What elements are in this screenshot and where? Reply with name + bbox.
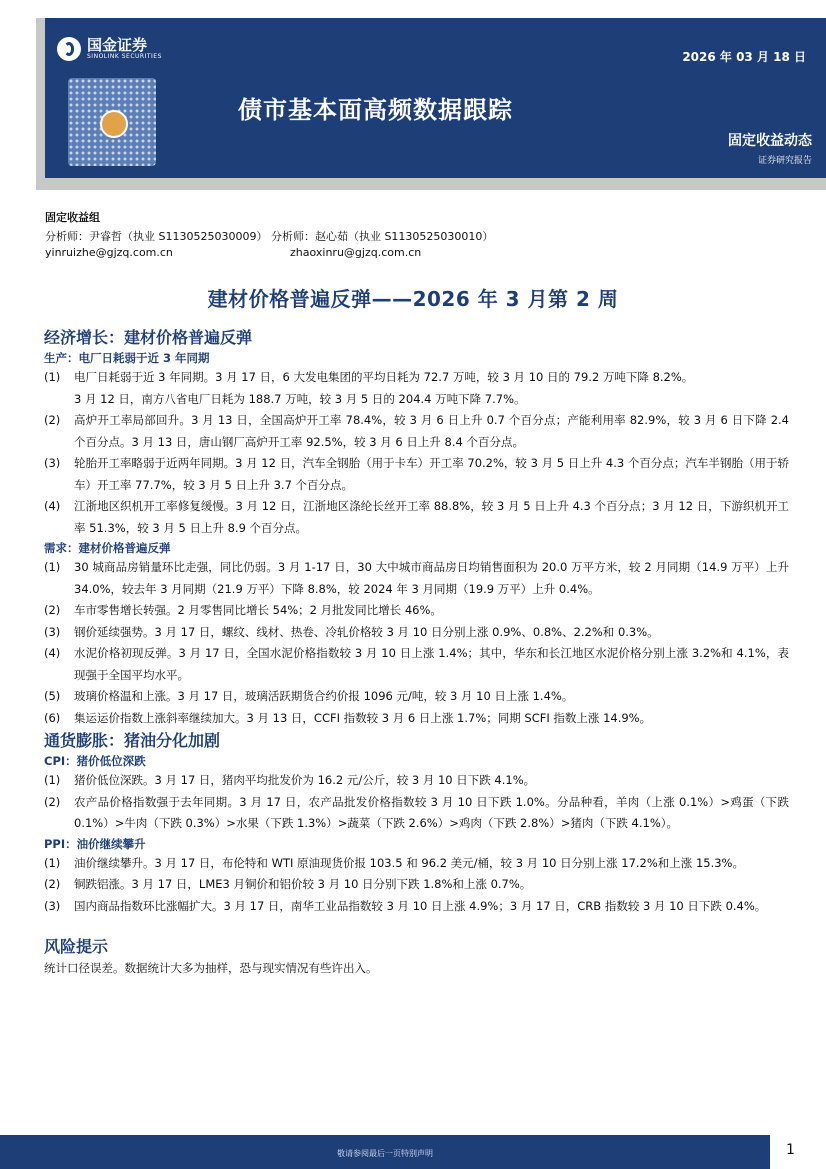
qr-code-icon	[68, 78, 156, 166]
subsection-title-production: 生产：电厂日耗弱于近 3 年同期	[44, 351, 210, 365]
list-item	[44, 874, 789, 896]
report-type: 固定收益动态	[728, 133, 812, 149]
section-title-growth: 经济增长：建材价格普遍反弹	[44, 328, 253, 347]
list-item-number: (1)	[44, 370, 61, 384]
list-item-text: 车市零售增长转强。2 月零售同比增长 54%；2 月批发同比增长 46%。	[74, 603, 442, 617]
list-item-text: 高炉开工率局部回升。3 月 13 日，全国高炉开工率 78.4%，较 3 月 6 日上升 0.7 个百分点；产能利用率 82.9%，较 3 月 6 日下降 2.4 个百分点。3 月 13 日，唐山钢厂高炉开工率 92.5%，较 3 月 6 日上升 8.4 个百分点。	[74, 413, 789, 449]
list-item-number: (1)	[44, 855, 61, 870]
production-list	[44, 367, 789, 539]
list-item-number: (2)	[44, 794, 61, 809]
banner-shadow	[36, 178, 826, 190]
analyst-line: 分析师：尹睿哲（执业 S1130525030009） 分析师：赵心茹（执业 S1130525030010）	[45, 230, 494, 243]
list-item	[44, 410, 789, 453]
list-item	[44, 896, 789, 918]
list-item	[44, 853, 789, 875]
logo-name-en: SINOLINK SECURITIES	[87, 53, 162, 60]
list-item	[44, 770, 789, 792]
list-item	[44, 622, 789, 644]
list-item-text: 30 城商品房销量环比走强，同比仍弱。3 月 1-17 日，30 大中城市商品房日均销售面积为 20.0 万平方米，较 2 月同期（14.9 万平）上升 34.0%，较去年 3 月同期（21.9 万平）下降 8.8%，较 2024 年 3 月同期（19.9 万平）上升 0.4%。	[74, 560, 789, 596]
footer-disclaimer: 敬请参阅最后一页特别声明	[337, 1149, 433, 1158]
logo-name-cn: 国金证券	[87, 36, 148, 54]
list-item	[44, 557, 789, 600]
list-item-text: 电厂日耗弱于近 3 年同期。3 月 17 日，6 大发电集团的平均日耗为 72.7 万吨，较 3 月 10 日的 79.2 万吨下降 8.2%。	[74, 370, 694, 384]
list-item-number: (3)	[44, 624, 61, 639]
list-item-number: (1)	[44, 560, 61, 574]
list-item	[44, 643, 789, 686]
list-item-number: (1)	[44, 773, 61, 787]
list-item	[44, 496, 789, 539]
list-item-number: (4)	[44, 499, 61, 513]
list-item-number: (2)	[44, 877, 61, 891]
list-item-text: 铜跌铝涨。3 月 17 日，LME3 月铜价和铝价较 3 月 10 日分别下跌 1.8%和上涨 0.7%。	[74, 877, 532, 891]
risk-text: 统计口径误差。数据统计大多为抽样，恐与现实情况有些许出入。	[44, 961, 378, 975]
ppi-list	[44, 853, 789, 918]
list-item-number: (3)	[44, 456, 61, 470]
qr-center-logo-icon	[100, 110, 128, 138]
analyst-email-2[interactable]: zhaoxinru@gjzq.com.cn	[290, 246, 422, 259]
list-item-text: 玻璃价格温和上涨。3 月 17 日，玻璃活跃期货合约价报 1096 元/吨，较 3 月 10 日上涨 1.4%。	[74, 689, 574, 703]
subsection-title-cpi: CPI：猪价低位深跌	[44, 754, 146, 768]
logo-mark-icon	[57, 37, 81, 61]
report-date: 2026 年 03 月 18 日	[682, 50, 806, 64]
subsection-title-ppi: PPI：油价继续攀升	[44, 836, 146, 851]
list-item-text: 江浙地区织机开工率修复缓慢。3 月 12 日，江浙地区涤纶长丝开工率 88.8%，较 3 月 5 日上升 4.3 个百分点；3 月 12 日，下游织机开工率 51.3%，较 3 月 5 日上升 8.9 个百分点。	[74, 499, 789, 535]
list-item-number: (6)	[44, 710, 61, 725]
report-subtype: 证券研究报告	[757, 156, 812, 166]
list-item-number: (4)	[44, 646, 61, 660]
team-name: 固定收益组	[45, 211, 100, 224]
list-item-text: 油价继续攀升。3 月 17 日，布伦特和 WTI 原油现货价报 103.5 和 96.2 美元/桶，较 3 月 10 日分别上涨 17.2%和上涨 15.3%。	[74, 855, 744, 870]
banner-left-bar	[36, 18, 45, 190]
list-item-number: (5)	[44, 689, 61, 703]
page-number: 1	[786, 1142, 795, 1158]
report-series-title: 债市基本面高频数据跟踪	[238, 96, 513, 124]
list-item	[44, 792, 789, 835]
list-item-text: 水泥价格初现反弹。3 月 17 日，全国水泥价格指数较 3 月 10 日上涨 1.4%；其中，华东和长江地区水泥价格分别上涨 3.2%和 4.1%，表现强于全国平均水平。	[74, 646, 789, 682]
demand-list	[44, 557, 789, 729]
list-item	[44, 686, 789, 708]
list-item-text: 轮胎开工率略弱于近两年同期。3 月 12 日，汽车全钢胎（用于卡车）开工率 70.2%，较 3 月 5 日上升 4.3 个百分点；汽车半钢胎（用于轿车）开工率 77.7%，较 3 月 5 日上升 3.7 个百分点。	[74, 456, 789, 492]
list-item-number: (2)	[44, 413, 61, 427]
list-item	[44, 600, 789, 622]
section-title-risk: 风险提示	[44, 937, 109, 956]
list-item-text: 农产品价格指数强于去年同期。3 月 17 日，农产品批发价格指数较 3 月 10 日下跌 1.0%。分品种看，羊肉（上涨 0.1%）>鸡蛋（下跌 0.1%）>牛肉（下跌 0.3%）>水果（下跌 1.3%）>蔬菜（下跌 2.6%）>鸡肉（下跌 2.8%）>猪肉（下跌 4.1%）。	[74, 794, 789, 830]
list-item	[44, 453, 789, 496]
list-item	[44, 708, 789, 730]
report-body	[44, 326, 789, 980]
company-logo	[57, 37, 162, 61]
cpi-list	[44, 770, 789, 835]
list-item-number: (2)	[44, 603, 61, 617]
list-item-text: 集运运价指数上涨斜率继续加大。3 月 13 日，CCFI 指数较 3 月 6 日上涨 1.7%；同期 SCFI 指数上涨 14.9%。	[74, 710, 652, 725]
list-item-text: 国内商品指数环比涨幅扩大。3 月 17 日，南华工业品指数较 3 月 10 日上涨 4.9%；3 月 17 日，CRB 指数较 3 月 10 日下跌 0.4%。	[74, 898, 767, 913]
list-item-continuation: 3 月 12 日，南方八省电厂日耗为 188.7 万吨，较 3 月 5 日的 204.4 万吨下降 7.7%。	[74, 391, 526, 406]
list-item-text: 猪价低位深跌。3 月 17 日，猪肉平均批发价为 16.2 元/公斤，较 3 月 10 日下跌 4.1%。	[74, 773, 536, 787]
subsection-title-demand: 需求：建材价格普遍反弹	[44, 541, 171, 555]
analyst-email-1[interactable]: yinruizhe@gjzq.com.cn	[45, 246, 173, 259]
list-item	[44, 367, 789, 389]
list-item-number: (3)	[44, 898, 61, 913]
document-title: 建材价格普遍反弹——2026 年 3 月第 2 周	[207, 287, 619, 311]
list-item-text: 钢价延续强势。3 月 17 日，螺纹、线材、热卷、冷轧价格较 3 月 10 日分别上涨 0.9%、0.8%、2.2%和 0.3%。	[74, 624, 659, 639]
section-title-inflation: 通货膨胀：猪油分化加剧	[44, 731, 221, 750]
